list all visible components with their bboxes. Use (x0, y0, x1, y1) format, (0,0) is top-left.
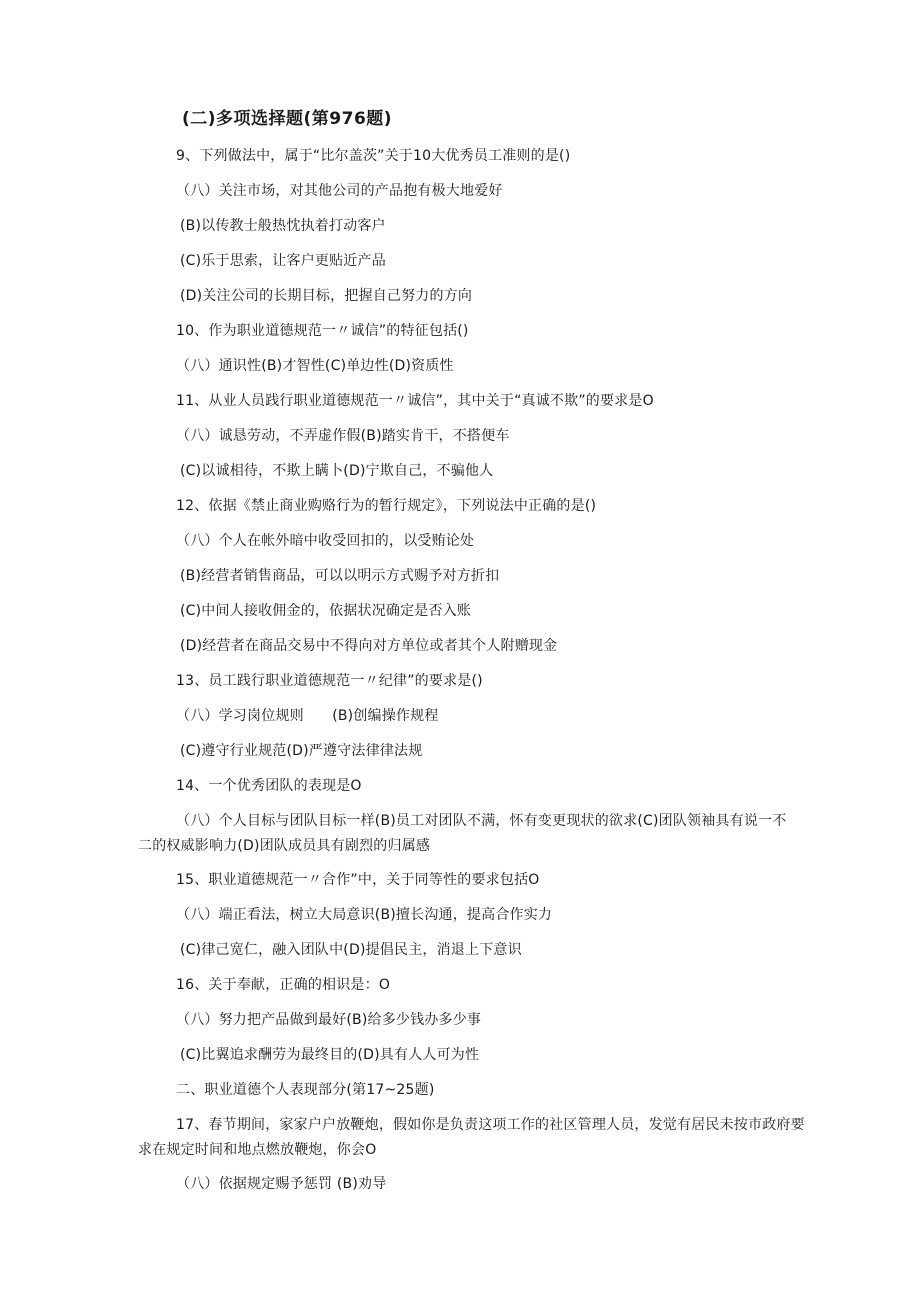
options-14-line1: （八）个人目标与团队目标一样(B)员工对团队不满，怀有变更现状的欲求(C)团队领袖具有说一不 (176, 813, 787, 829)
options-16-cd: (C)比翼追求酬劳为最终目的(D)具有人人可为性 (180, 1047, 480, 1063)
option-12-b: (B)经营者销售商品，可以以明示方式赐予对方折扣 (180, 568, 500, 584)
option-12-a: （八）个人在帐外暗中收受回扣的，以受贿论处 (176, 533, 475, 549)
option-12-c: (C)中间人接收佣金的，依据状况确定是否入账 (180, 603, 472, 619)
options-13-ab: （八）学习岗位规则 (B)创编操作规程 (176, 708, 439, 724)
question-12: 12、依据《禁止商业购赂行为的暂行规定》，下列说法中正确的是() (176, 498, 597, 514)
option-12-d: (D)经营者在商品交易中不得向对方单位或者其个人附赠现金 (180, 638, 558, 654)
options-11-cd: (C)以诚相待，不欺上瞒卜(D)宁欺自己，不骗他人 (180, 463, 494, 479)
options-16-ab: （八）努力把产品做到最好(B)给多少钱办多少事 (176, 1012, 482, 1028)
options-15-cd: (C)律己宽仁，融入团队中(D)提倡民主，消退上下意识 (180, 942, 522, 958)
options-17-ab: （八）依据规定赐予惩罚 (B)劝导 (176, 1176, 387, 1192)
options-15-ab: （八）端正看法，树立大局意识(B)擅长沟通，提高合作实力 (176, 907, 553, 923)
options-11-ab: （八）诚恳劳动，不弄虚作假(B)踏实肯干，不搭便车 (176, 428, 510, 444)
option-9-a: （八）关注市场，对其他公司的产品抱有极大地爱好 (176, 183, 503, 199)
question-14: 14、一个优秀团队的表现是O (176, 778, 362, 794)
options-10: （八）通识性(B)才智性(C)单边性(D)资质性 (176, 358, 454, 374)
options-13-cd: (C)遵守行业规范(D)严遵守法律律法规 (180, 743, 423, 759)
option-9-c: (C)乐于思索，让客户更贴近产品 (180, 253, 386, 269)
question-17-line2: 求在规定时间和地点燃放鞭炮，你会O (138, 1142, 377, 1158)
options-14-line2: 二的权威影响力(D)团队成员具有剧烈的归属感 (138, 838, 431, 854)
question-10: 10、作为职业道德规范一〃诚信”的特征包括() (176, 323, 469, 339)
question-11: 11、从业人员践行职业道德规范一〃诚信”，其中关于“真诚不欺”的要求是O (176, 393, 654, 409)
question-13: 13、员工践行职业道德规范一〃纪律”的要求是() (176, 673, 483, 689)
option-9-d: (D)关注公司的长期目标，把握自己努力的方向 (180, 288, 473, 304)
question-15: 15、职业道德规范一〃合作”中，关于同等性的要求包括O (176, 872, 540, 888)
section-heading-2: 二、职业道德个人表现部分(第17~25题) (176, 1082, 435, 1098)
question-16: 16、关于奉献，正确的相识是：O (176, 977, 391, 993)
option-9-b: (B)以传教士般热忱执着打动客户 (180, 218, 386, 234)
question-9: 9、下列做法中，属于“比尔盖茨”关于10大优秀员工准则的是() (176, 148, 571, 164)
section-title: (二)多项选择题(第976题) (182, 109, 393, 129)
question-17-line1: 17、春节期间，家家户户放鞭炮，假如你是负责这项工作的社区管理人员，发觉有居民未按市政府要 (176, 1117, 805, 1133)
